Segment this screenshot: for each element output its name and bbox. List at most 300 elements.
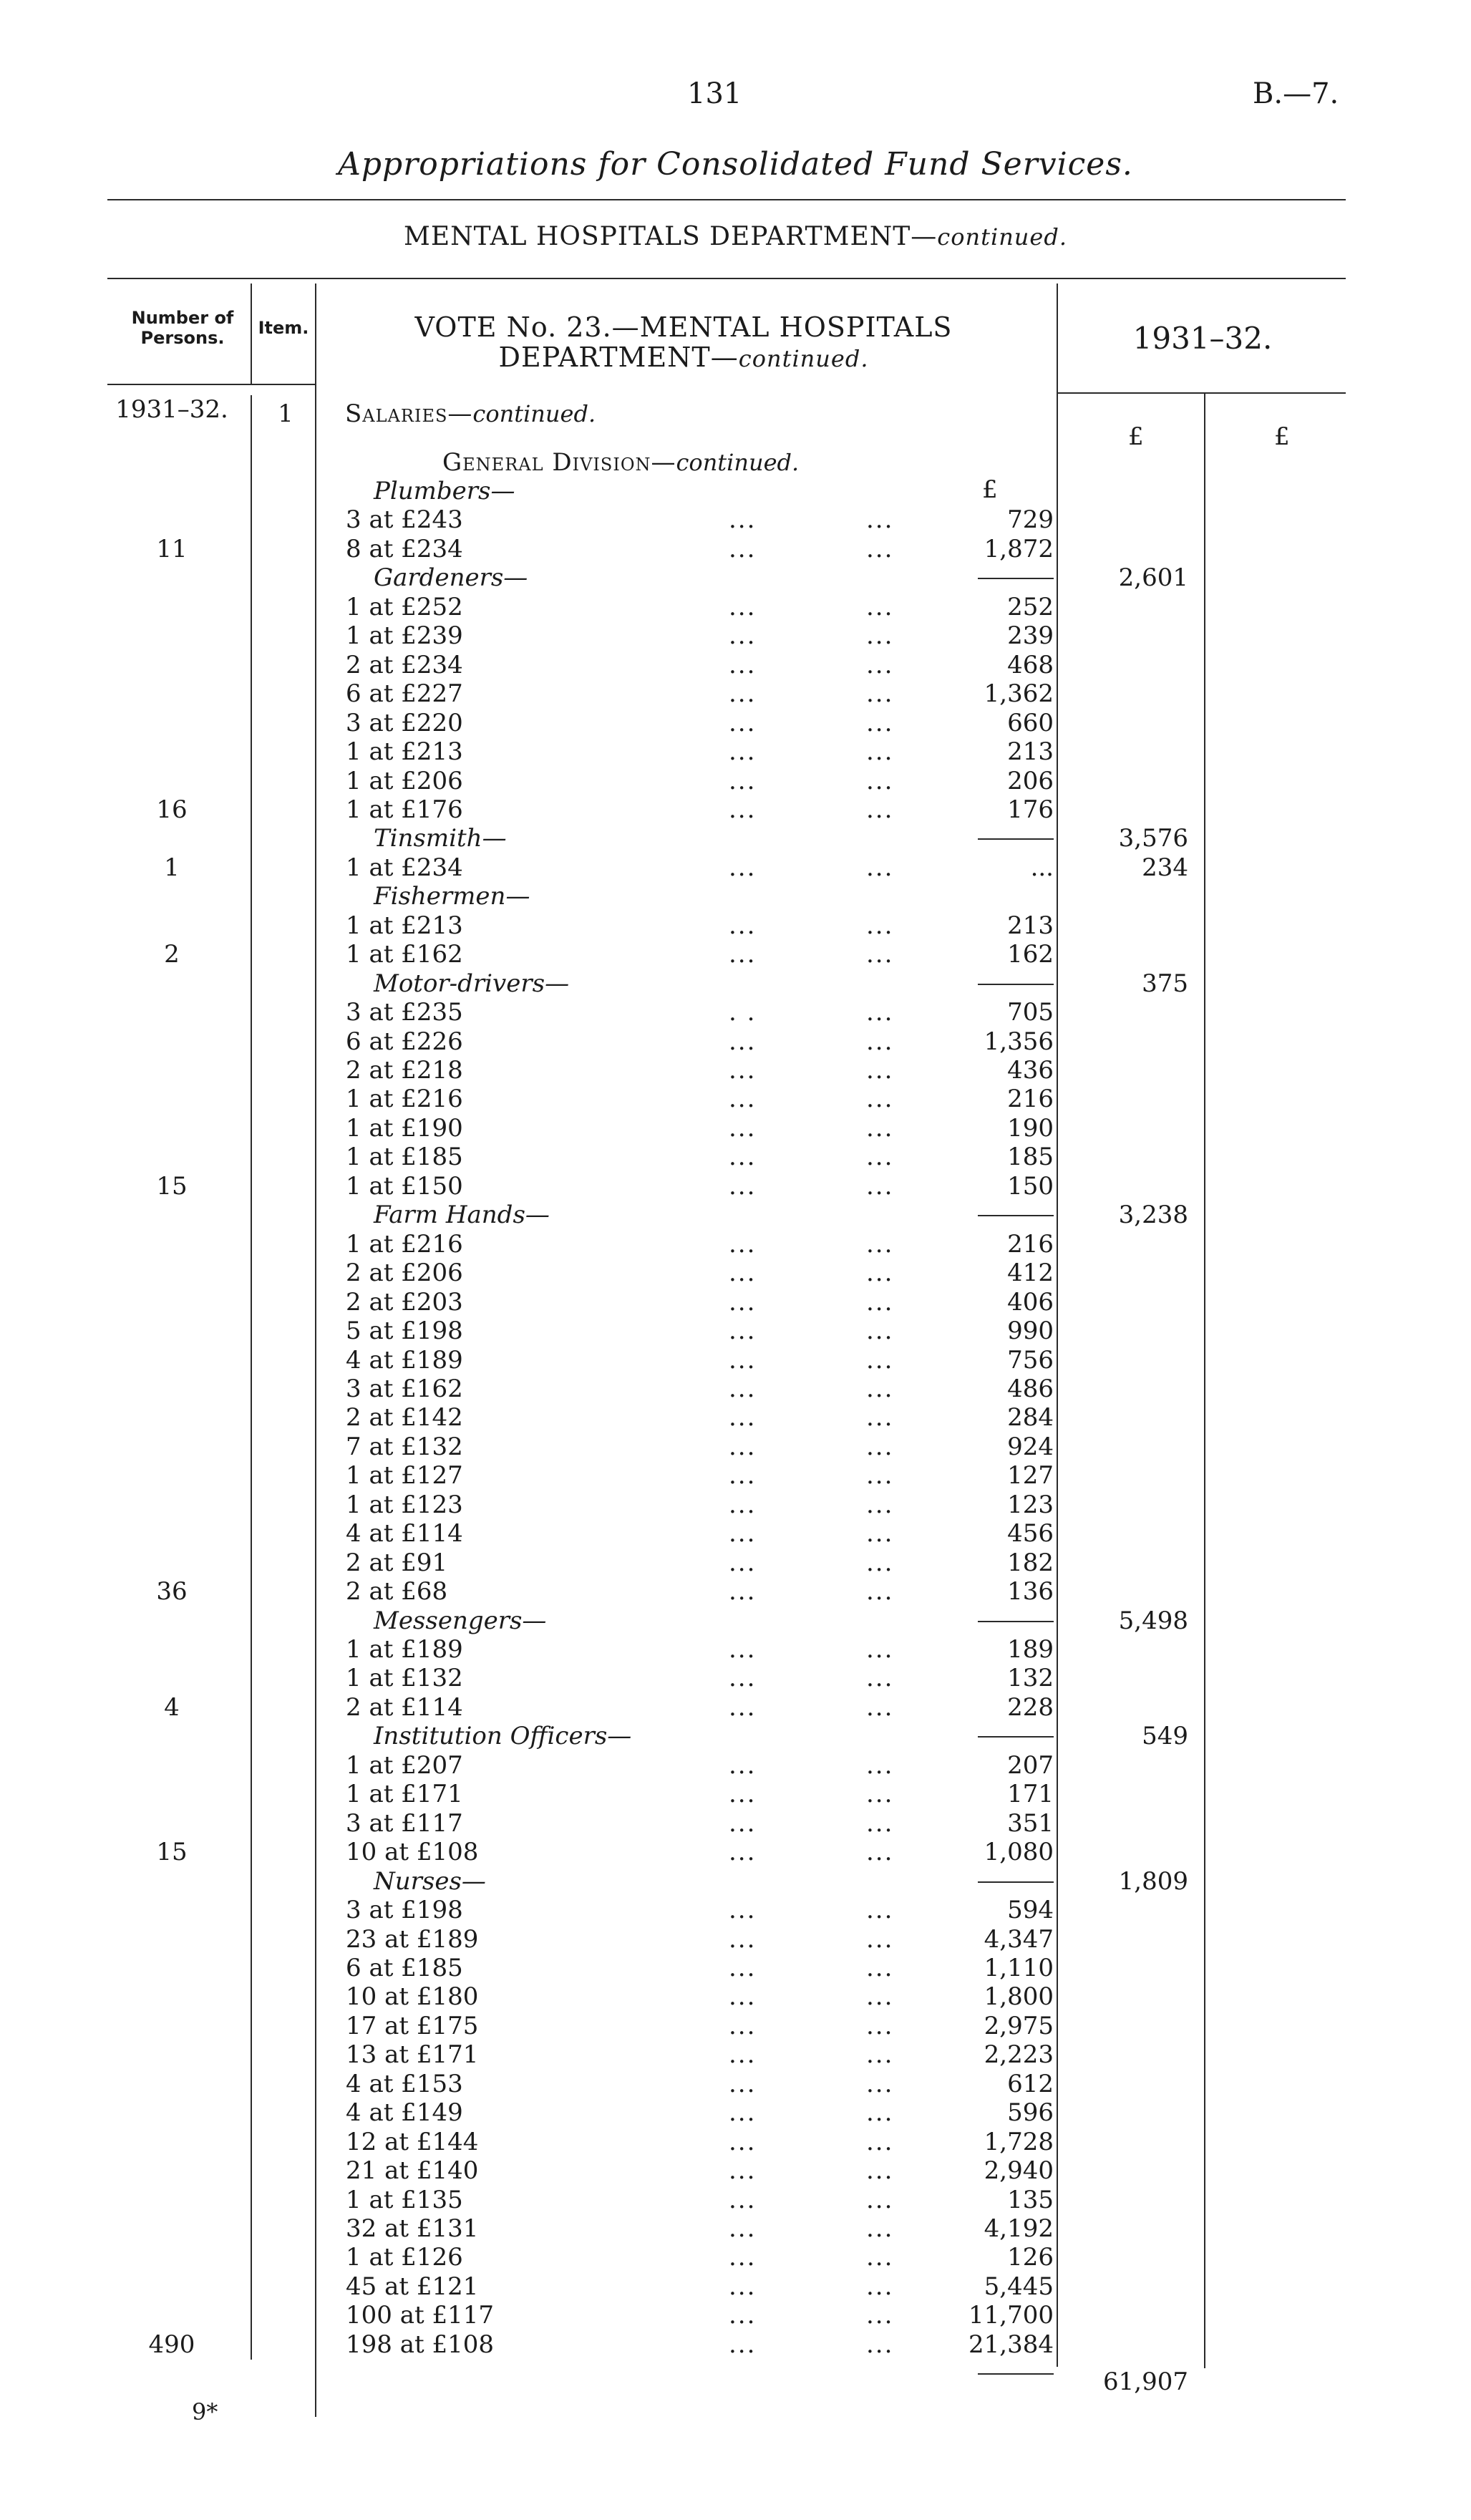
leader-dots: . . <box>729 998 757 1027</box>
leader-dots: ... <box>866 2186 894 2214</box>
rate-label: 10 at £180 <box>346 1982 479 2011</box>
line-amount: 1,110 <box>984 1954 1054 1982</box>
leader-dots: ... <box>866 679 894 708</box>
leader-dots: ... <box>866 2098 894 2127</box>
leader-dots: ... <box>866 940 894 969</box>
line-amount: 729 <box>1007 505 1054 534</box>
number-of-persons-header: Number of Persons. <box>131 308 234 348</box>
rate-label: 8 at £234 <box>346 535 463 563</box>
salary-line-row <box>315 767 1054 795</box>
leader-dots: ... <box>866 1577 894 1606</box>
rate-label: 3 at £162 <box>346 1375 463 1403</box>
leader-dots: ... <box>729 767 757 795</box>
leader-dots: ... <box>866 621 894 650</box>
salary-line-row <box>315 1433 1054 1461</box>
salary-line-row <box>315 1896 1054 1924</box>
column-divider-persons-lower <box>251 395 252 2360</box>
leader-dots: ... <box>729 2156 757 2185</box>
leader-dots: ... <box>729 1056 757 1085</box>
leader-dots: ... <box>866 2243 894 2272</box>
salary-line-row <box>315 795 1054 824</box>
salary-line-row <box>315 593 1054 621</box>
salary-line-row <box>315 2098 1054 2127</box>
salary-line-row <box>315 1259 1054 1287</box>
item-number: 1 <box>278 399 293 428</box>
column-divider-year <box>1057 284 1058 2367</box>
leader-dots: ... <box>866 1461 894 1490</box>
leader-dots: ... <box>866 795 894 824</box>
leader-dots: ... <box>866 1346 894 1375</box>
leader-dots: ... <box>729 911 757 940</box>
leader-dots: ... <box>866 1403 894 1432</box>
rate-label: 1 at £216 <box>346 1085 463 1113</box>
subtotal-rule <box>978 1621 1054 1622</box>
leader-dots: ... <box>729 1664 757 1692</box>
persons-count: 36 <box>156 1577 188 1606</box>
line-amount: 189 <box>1007 1635 1054 1664</box>
general-division-suffix: continued. <box>676 449 800 476</box>
leader-dots: ... <box>729 1172 757 1201</box>
leader-dots: ... <box>729 2128 757 2156</box>
category-row <box>315 1201 1054 1229</box>
salary-line-row <box>315 2012 1054 2040</box>
leader-dots: ... <box>866 709 894 737</box>
department-heading <box>0 222 1471 251</box>
leader-dots: ... <box>729 1780 757 1808</box>
leader-dots: ... <box>866 1693 894 1722</box>
persons-count: 15 <box>156 1838 188 1866</box>
leader-dots: ... <box>729 2040 757 2069</box>
line-amount: 239 <box>1007 621 1054 650</box>
salary-line-row <box>315 2040 1054 2069</box>
rate-label: 1 at £150 <box>346 1172 463 1201</box>
salary-line-row <box>315 2156 1054 2185</box>
item-header: Item. <box>258 318 309 338</box>
persons-header-rule <box>107 384 316 385</box>
line-amount: 171 <box>1007 1780 1054 1808</box>
leader-dots: ... <box>866 1982 894 2011</box>
line-amount: 594 <box>1007 1896 1054 1924</box>
subtotal-rule <box>978 2373 1054 2375</box>
leader-dots: ... <box>729 1085 757 1113</box>
group-total: 5,498 <box>1118 1606 1188 1635</box>
leader-dots: ... <box>729 1375 757 1403</box>
category-row <box>315 563 1054 592</box>
group-total: 1,809 <box>1118 1867 1188 1896</box>
group-total: 234 <box>1142 853 1188 882</box>
leader-dots: ... <box>729 2098 757 2127</box>
salary-line-row <box>315 535 1054 563</box>
rate-label: 5 at £198 <box>346 1317 463 1345</box>
leader-dots: ... <box>729 853 757 882</box>
leader-dots: ... <box>866 2128 894 2156</box>
leader-dots: ... <box>866 651 894 679</box>
group-total: 3,238 <box>1118 1201 1188 1229</box>
pound-sign-subtotal: £ <box>1128 422 1144 451</box>
subtotal-rule <box>978 984 1054 985</box>
column-divider-pounds <box>1204 392 1205 2368</box>
line-amount: 185 <box>1007 1143 1054 1171</box>
category-row <box>315 1606 1054 1635</box>
line-amount: 412 <box>1007 1259 1054 1287</box>
salary-line-row <box>315 911 1054 940</box>
page-title: Appropriations for Consolidated Fund Services. <box>338 146 1133 183</box>
rate-label: 3 at £198 <box>346 1896 463 1924</box>
subtotal-rule <box>978 838 1054 840</box>
rate-label: 2 at £114 <box>346 1693 463 1722</box>
persons-count: 1 <box>164 853 180 882</box>
leader-dots: ... <box>866 1896 894 1924</box>
rate-label: 1 at £206 <box>346 767 463 795</box>
category-row <box>315 1867 1054 1896</box>
rate-label: 1 at £176 <box>346 795 463 824</box>
leader-dots: ... <box>729 2012 757 2040</box>
rate-label: 2 at £91 <box>346 1549 448 1577</box>
closing-row <box>315 2359 1054 2388</box>
leader-dots: ... <box>866 2301 894 2330</box>
category-label: Gardeners— <box>374 563 528 592</box>
line-amount: 284 <box>1007 1403 1054 1432</box>
line-amount: 468 <box>1007 651 1054 679</box>
rate-label: 4 at £114 <box>346 1519 463 1548</box>
rate-label: 1 at £135 <box>346 2186 463 2214</box>
salary-line-row <box>315 2070 1054 2098</box>
subtotal-rule <box>978 1736 1054 1738</box>
rate-label: 4 at £153 <box>346 2070 463 2098</box>
salary-line-row <box>315 1519 1054 1548</box>
line-amount: 127 <box>1007 1461 1054 1490</box>
leader-dots: ... <box>866 2070 894 2098</box>
leader-dots: ... <box>866 1491 894 1519</box>
leader-dots: ... <box>729 2272 757 2301</box>
leader-dots: ... <box>729 1143 757 1171</box>
leader-dots: ... <box>729 737 757 766</box>
leader-dots: ... <box>866 1259 894 1287</box>
leader-dots: ... <box>729 2243 757 2272</box>
rate-label: 13 at £171 <box>346 2040 479 2069</box>
line-amount: 5,445 <box>984 2272 1054 2301</box>
line-amount: 216 <box>1007 1085 1054 1113</box>
salary-line-row <box>315 1143 1054 1171</box>
group-total: 2,601 <box>1118 563 1188 592</box>
salaries-heading <box>345 399 596 428</box>
leader-dots: ... <box>729 679 757 708</box>
leader-dots: ... <box>729 621 757 650</box>
salary-line-row <box>315 1461 1054 1490</box>
leader-dots: ... <box>866 1288 894 1317</box>
salary-line-row <box>315 2214 1054 2243</box>
leader-dots: ... <box>729 1693 757 1722</box>
rate-label: 23 at £189 <box>346 1925 479 1954</box>
subtotal-rule <box>978 1881 1054 1883</box>
page-reference: B.—7. <box>1253 77 1339 110</box>
category-row <box>315 477 1054 505</box>
rate-label: 21 at £140 <box>346 2156 479 2185</box>
rate-label: 1 at £190 <box>346 1114 463 1143</box>
pound-sign-detail: £ <box>982 475 998 504</box>
vote-heading-suffix: continued. <box>738 345 869 372</box>
leader-dots: ... <box>866 1519 894 1548</box>
salary-line-row <box>315 2301 1054 2330</box>
rate-label: 12 at £144 <box>346 2128 479 2156</box>
salary-line-row <box>315 1403 1054 1432</box>
line-amount: 1,728 <box>984 2128 1054 2156</box>
rate-label: 1 at £252 <box>346 593 463 621</box>
salary-line-row <box>315 1288 1054 1317</box>
line-amount: 123 <box>1007 1491 1054 1519</box>
rate-label: 1 at £216 <box>346 1230 463 1259</box>
rate-label: 1 at £213 <box>346 911 463 940</box>
line-amount: 176 <box>1007 795 1054 824</box>
department-heading-main: MENTAL HOSPITALS DEPARTMENT— <box>404 222 938 251</box>
leader-dots: ... <box>729 709 757 737</box>
leader-dots: ... <box>866 1375 894 1403</box>
line-amount: 182 <box>1007 1549 1054 1577</box>
salaries-suffix: continued. <box>472 400 596 427</box>
leader-dots: ... <box>729 1838 757 1866</box>
persons-count: 16 <box>156 795 188 824</box>
leader-dots: ... <box>729 1230 757 1259</box>
leader-dots: ... <box>729 1317 757 1345</box>
leader-dots: ... <box>866 2040 894 2069</box>
category-label: Tinsmith— <box>374 824 507 853</box>
salary-line-row <box>315 505 1054 534</box>
category-label: Plumbers— <box>374 477 515 505</box>
leader-dots: ... <box>866 1056 894 1085</box>
line-amount: 4,347 <box>984 1925 1054 1954</box>
salary-line-row <box>315 621 1054 650</box>
category-label: Motor-drivers— <box>374 969 570 998</box>
line-amount: 1,362 <box>984 679 1054 708</box>
vote-heading-line2: DEPARTMENT— <box>498 341 739 373</box>
line-amount: 21,384 <box>968 2330 1054 2359</box>
rate-label: 1 at £127 <box>346 1461 463 1490</box>
leader-dots: ... <box>729 940 757 969</box>
leader-dots: ... <box>729 1896 757 1924</box>
rate-label: 7 at £132 <box>346 1433 463 1461</box>
salary-line-row <box>315 998 1054 1027</box>
salary-line-row <box>315 2330 1054 2359</box>
rate-label: 4 at £149 <box>346 2098 463 2127</box>
line-amount: 126 <box>1007 2243 1054 2272</box>
leader-dots: ... <box>729 2070 757 2098</box>
salary-line-row <box>315 2272 1054 2301</box>
leader-dots: ... <box>729 535 757 563</box>
category-label: Fishermen— <box>374 882 530 911</box>
salary-line-row <box>315 1230 1054 1259</box>
rate-label: 1 at £162 <box>346 940 463 969</box>
line-amount: 1,080 <box>984 1838 1054 1866</box>
rate-label: 2 at £234 <box>346 651 463 679</box>
persons-count: 2 <box>164 940 180 969</box>
leader-dots: ... <box>866 1433 894 1461</box>
category-label: Farm Hands— <box>374 1201 550 1229</box>
leader-dots: ... <box>866 1114 894 1143</box>
rate-label: 3 at £243 <box>346 505 463 534</box>
rate-label: 3 at £220 <box>346 709 463 737</box>
leader-dots: ... <box>866 1838 894 1866</box>
rate-label: 2 at £68 <box>346 1577 448 1606</box>
salary-line-row <box>315 853 1054 882</box>
line-amount: 4,192 <box>984 2214 1054 2243</box>
rate-label: 1 at £123 <box>346 1491 463 1519</box>
salary-line-row <box>315 1925 1054 1954</box>
salary-line-row <box>315 1114 1054 1143</box>
department-heading-suffix: continued. <box>937 223 1067 251</box>
pound-sign-total: £ <box>1274 422 1290 451</box>
leader-dots: ... <box>866 1635 894 1664</box>
rate-label: 45 at £121 <box>346 2272 479 2301</box>
leader-dots: ... <box>729 2214 757 2243</box>
salary-line-row <box>315 2243 1054 2272</box>
leader-dots: ... <box>729 1549 757 1577</box>
rate-label: 1 at £189 <box>346 1635 463 1664</box>
category-row <box>315 824 1054 853</box>
line-amount: 486 <box>1007 1375 1054 1403</box>
line-amount: 2,975 <box>984 2012 1054 2040</box>
line-amount: 2,940 <box>984 2156 1054 2185</box>
rate-label: 1 at £126 <box>346 2243 463 2272</box>
leader-dots: ... <box>866 535 894 563</box>
line-amount: 756 <box>1007 1346 1054 1375</box>
rate-label: 1 at £213 <box>346 737 463 766</box>
line-amount: 136 <box>1007 1577 1054 1606</box>
leader-dots: ... <box>866 1925 894 1954</box>
line-amount: 132 <box>1007 1664 1054 1692</box>
leader-dots: ... <box>866 998 894 1027</box>
salary-line-row <box>315 1346 1054 1375</box>
salary-line-row <box>315 1375 1054 1403</box>
line-amount: 436 <box>1007 1056 1054 1085</box>
leader-dots: ... <box>866 505 894 534</box>
leader-dots: ... <box>729 1635 757 1664</box>
leader-dots: ... <box>866 853 894 882</box>
leader-dots: ... <box>866 2012 894 2040</box>
subtotal-rule <box>978 1215 1054 1216</box>
line-amount: 206 <box>1007 767 1054 795</box>
line-amount: 228 <box>1007 1693 1054 1722</box>
salary-line-row <box>315 1317 1054 1345</box>
rate-label: 10 at £108 <box>346 1838 479 1866</box>
vote-heading-main: VOTE No. 23.—MENTAL HOSPITALS <box>414 311 953 343</box>
line-amount: 660 <box>1007 709 1054 737</box>
line-amount: 216 <box>1007 1230 1054 1259</box>
category-label: Institution Officers— <box>374 1722 632 1750</box>
rate-label: 2 at £206 <box>346 1259 463 1287</box>
salary-line-row <box>315 1491 1054 1519</box>
leader-dots: ... <box>729 1259 757 1287</box>
leader-dots: ... <box>866 1664 894 1692</box>
group-total: 375 <box>1142 969 1188 998</box>
rate-label: 3 at £235 <box>346 998 463 1027</box>
persons-count: 4 <box>164 1693 180 1722</box>
persons-count: 490 <box>148 2330 195 2359</box>
salary-line-row <box>315 679 1054 708</box>
leader-dots: ... <box>729 2330 757 2359</box>
leader-dots: ... <box>866 1809 894 1838</box>
line-amount: 252 <box>1007 593 1054 621</box>
salary-line-row <box>315 651 1054 679</box>
rate-label: 2 at £142 <box>346 1403 463 1432</box>
line-amount: 1,800 <box>984 1982 1054 2011</box>
salary-line-row <box>315 1085 1054 1113</box>
leader-dots: ... <box>866 1954 894 1982</box>
salary-line-row <box>315 1780 1054 1808</box>
persons-count: 11 <box>156 535 188 563</box>
leader-dots: ... <box>866 1027 894 1056</box>
leader-dots: ... <box>866 1230 894 1259</box>
leader-dots: ... <box>729 1433 757 1461</box>
rate-label: 17 at £175 <box>346 2012 479 2040</box>
leader-dots: ... <box>866 2156 894 2185</box>
line-amount: 1,356 <box>984 1027 1054 1056</box>
leader-dots: ... <box>729 2186 757 2214</box>
leader-dots: ... <box>866 1172 894 1201</box>
leader-dots: ... <box>866 1751 894 1780</box>
page-number: 131 <box>687 77 742 110</box>
rate-label: 2 at £218 <box>346 1056 463 1085</box>
line-amount: 351 <box>1007 1809 1054 1838</box>
leader-dots: ... <box>866 1317 894 1345</box>
line-amount: ... <box>1030 853 1054 882</box>
leader-dots: ... <box>866 1549 894 1577</box>
group-total: 3,576 <box>1118 824 1188 853</box>
year-header-rule <box>1058 392 1346 394</box>
category-row <box>315 1722 1054 1750</box>
line-amount: 596 <box>1007 2098 1054 2127</box>
line-amount: 207 <box>1007 1751 1054 1780</box>
salary-line-row <box>315 2186 1054 2214</box>
salary-line-row <box>315 1635 1054 1664</box>
leader-dots: ... <box>866 593 894 621</box>
salary-line-row <box>315 940 1054 969</box>
leader-dots: ... <box>866 911 894 940</box>
leader-dots: ... <box>729 593 757 621</box>
subtotal-rule <box>978 578 1054 579</box>
salary-line-row <box>315 737 1054 766</box>
vote-heading <box>315 312 1052 374</box>
leader-dots: ... <box>729 1577 757 1606</box>
rate-label: 198 at £108 <box>346 2330 494 2359</box>
leader-dots: ... <box>729 1982 757 2011</box>
rate-label: 1 at £207 <box>346 1751 463 1780</box>
leader-dots: ... <box>866 1143 894 1171</box>
title-rule <box>107 199 1346 200</box>
line-amount: 190 <box>1007 1114 1054 1143</box>
leader-dots: ... <box>729 2301 757 2330</box>
leader-dots: ... <box>866 2272 894 2301</box>
rate-label: 4 at £189 <box>346 1346 463 1375</box>
leader-dots: ... <box>729 1403 757 1432</box>
leader-dots: ... <box>729 1491 757 1519</box>
general-division-heading <box>442 448 799 477</box>
leader-dots: ... <box>729 1461 757 1490</box>
salary-line-row <box>315 1693 1054 1722</box>
rate-label: 1 at £239 <box>346 621 463 650</box>
leader-dots: ... <box>866 2330 894 2359</box>
leader-dots: ... <box>729 1027 757 1056</box>
leader-dots: ... <box>729 1519 757 1548</box>
persons-count: 15 <box>156 1172 188 1201</box>
line-amount: 213 <box>1007 737 1054 766</box>
salaries-label: Salaries— <box>345 399 473 428</box>
leader-dots: ... <box>866 2214 894 2243</box>
persons-year: 1931–32. <box>115 395 228 424</box>
line-amount: 456 <box>1007 1519 1054 1548</box>
rate-label: 1 at £185 <box>346 1143 463 1171</box>
rate-label: 1 at £132 <box>346 1664 463 1692</box>
line-amount: 162 <box>1007 940 1054 969</box>
